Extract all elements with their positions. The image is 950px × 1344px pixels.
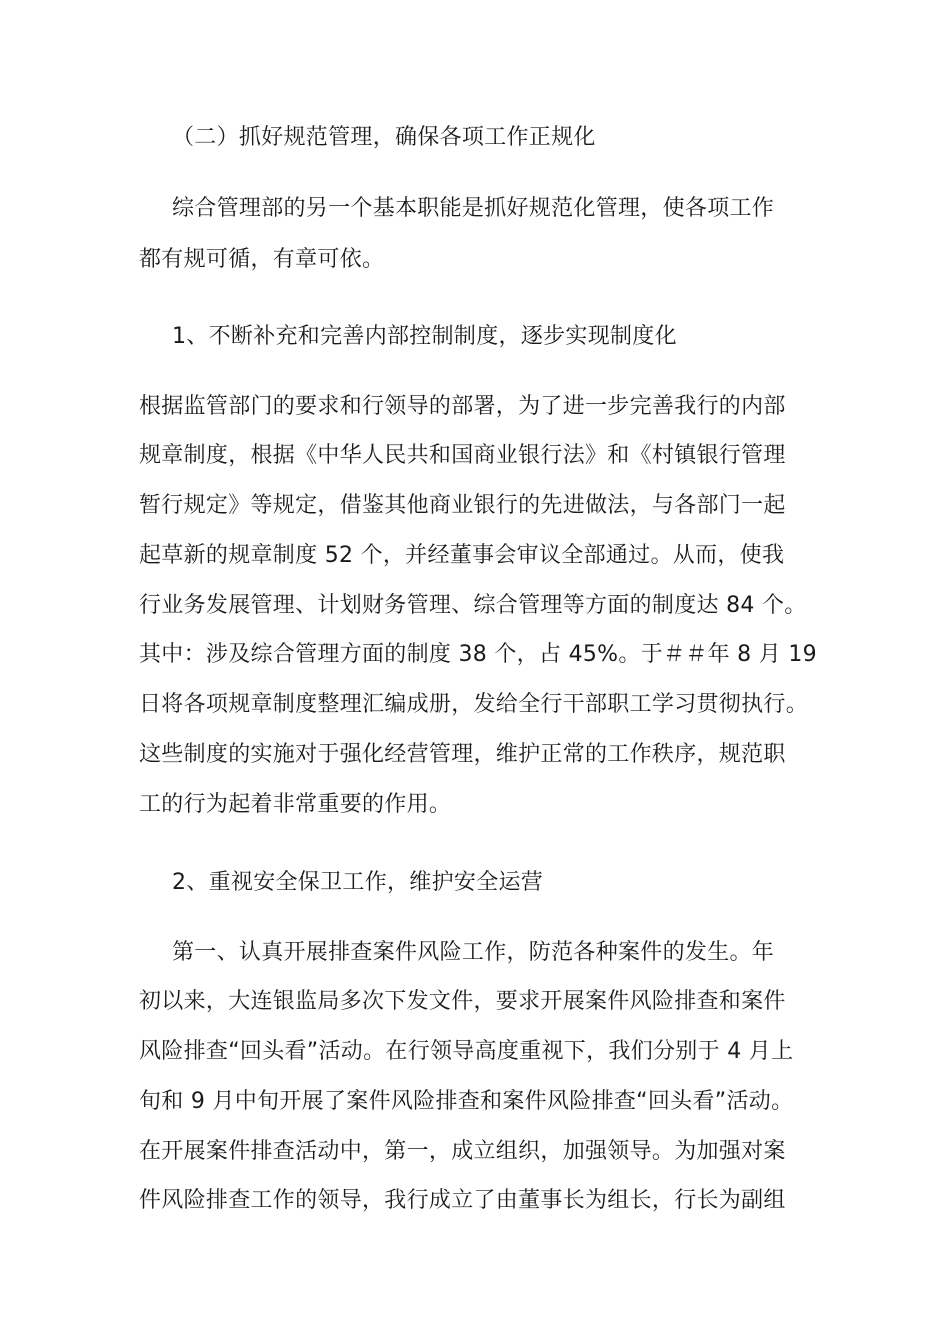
paragraph-line: 初以来，大连银监局多次下发文件，要求开展案件风险排查和案件 [139,989,786,1014]
paragraph-line: 第一、认真开展排查案件风险工作，防范各种案件的发生。年 [172,940,775,965]
paragraph-line: 暂行规定》等规定，借鉴其他商业银行的先进做法，与各部门一起 [139,493,786,518]
paragraph-line: 日将各项规章制度整理汇编成册，发给全行干部职工学习贯彻执行。 [139,692,809,717]
paragraph-line: 都有规可循，有章可依。 [139,247,385,272]
paragraph-line: 件风险排查工作的领导，我行成立了由董事长为组长，行长为副组 [139,1188,786,1213]
paragraph-line: 规章制度，根据《中华人民共和国商业银行法》和《村镇银行管理 [139,443,786,468]
paragraph-line: 旬和 9 月中旬开展了案件风险排查和案件风险排查“回头看”活动。 [139,1089,794,1114]
paragraph-line: 综合管理部的另一个基本职能是抓好规范化管理，使各项工作 [172,196,775,221]
paragraph-line: 根据监管部门的要求和行领导的部署，为了进一步完善我行的内部 [139,394,786,419]
paragraph-line: 在开展案件排查活动中，第一，成立组织，加强领导。为加强对案 [139,1139,786,1164]
paragraph-line: 起草新的规章制度 52 个，并经董事会审议全部通过。从而，使我 [139,543,785,568]
paragraph-line: 行业务发展管理、计划财务管理、综合管理等方面的制度达 84 个。 [139,593,807,618]
paragraph-line: 风险排查“回头看”活动。在行领导高度重视下，我们分别于 4 月上 [139,1039,794,1064]
subsection-heading: 1、不断补充和完善内部控制制度，逐步实现制度化 [172,324,677,349]
paragraph-line: 其中：涉及综合管理方面的制度 38 个，占 45%。于＃＃年 8 月 19 [139,642,817,667]
subsection-heading: 2、重视安全保卫工作，维护安全运营 [172,870,544,895]
paragraph-line: 工的行为起着非常重要的作用。 [139,792,452,817]
section-heading: （二）抓好规范管理，确保各项工作正规化 [172,125,596,150]
paragraph-line: 这些制度的实施对于强化经营管理，维护正常的工作秩序，规范职 [139,742,786,767]
